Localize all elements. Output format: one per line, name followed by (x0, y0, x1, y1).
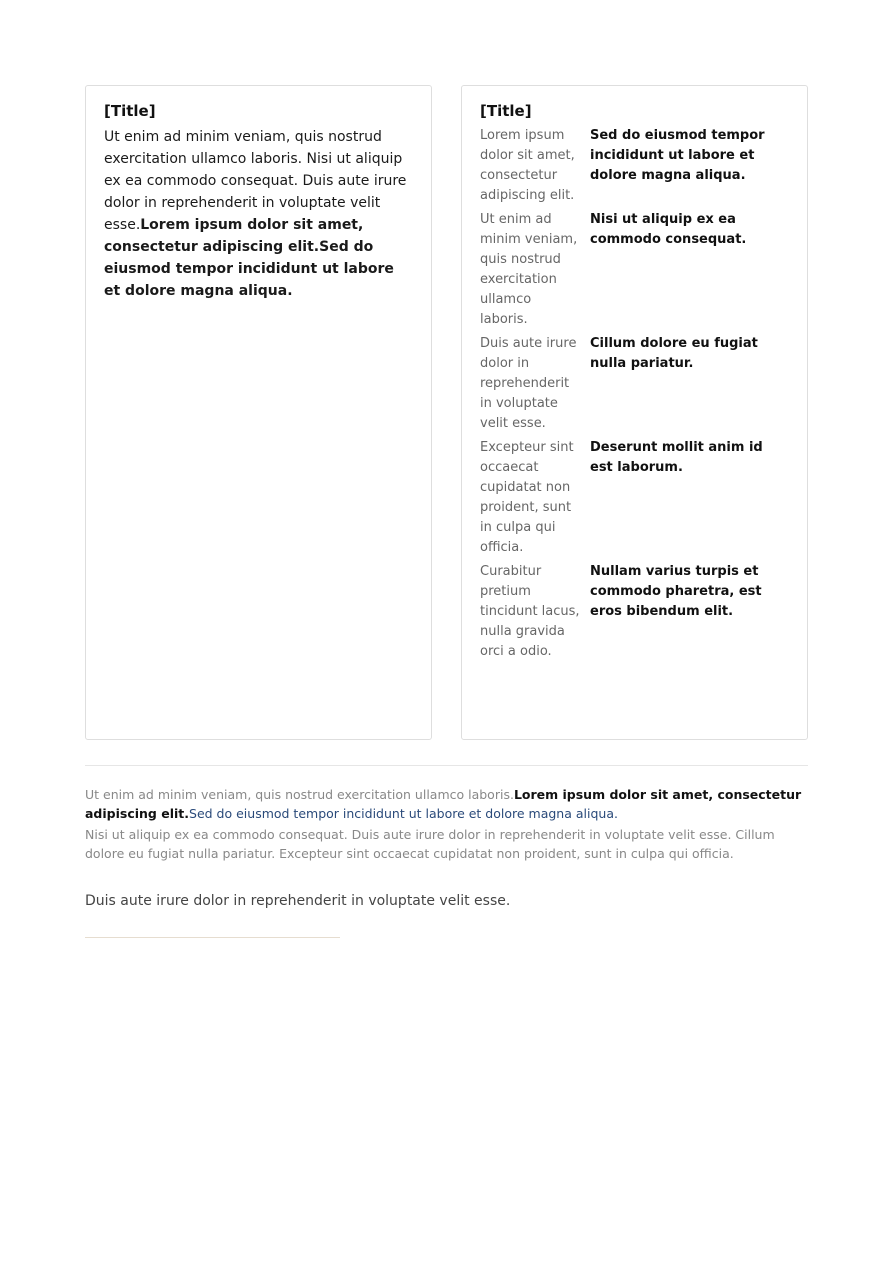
feature-heading: Nisi ut aliquip ex ea commodo consequat. (590, 212, 747, 247)
short-divider (85, 937, 340, 938)
feature-heading: Sed do eiusmod tempor incididunt ut labore et dolore magna aliqua. (590, 128, 765, 183)
feature-description: Lorem ipsum dolor sit amet, consectetur adipiscing elit. (480, 128, 575, 203)
footer-gray-text: Ut enim ad minim veniam, quis nostrud exercitation ullamco laboris. (85, 787, 514, 802)
feature-description: Excepteur sint occaecat cupidatat non proident, sunt in culpa qui officia. (480, 440, 574, 555)
feature-heading: Deserunt mollit anim id est laborum. (590, 440, 763, 475)
left-card-body (104, 126, 413, 302)
feature-row (480, 562, 789, 662)
note-text: Duis aute irure dolor in reprehenderit in voluptate velit esse. (85, 893, 511, 909)
right-card (461, 85, 808, 740)
left-card-title: [Title] (104, 102, 156, 120)
footer-blue-text: Sed do eiusmod tempor incididunt ut labore et dolore magna aliqua. (189, 805, 618, 821)
left-card-text: Ut enim ad minim veniam, quis nostrud exercitation ullamco laboris. Nisi ut aliquip ex ea commodo consequat. Duis aute irure dolor in reprehenderit in voluptate velit esse. (104, 129, 407, 233)
feature-heading: Cillum dolore eu fugiat nulla pariatur. (590, 336, 758, 371)
feature-row (480, 334, 789, 434)
left-card (85, 85, 432, 740)
footer-bold-text: Lorem ipsum dolor sit amet, consectetur adipiscing elit. (85, 787, 802, 821)
feature-row (480, 438, 789, 558)
right-card-title: [Title] (480, 102, 532, 120)
section-divider (85, 765, 808, 766)
left-card-bold-text: Lorem ipsum dolor sit amet, consectetur adipiscing elit.Sed do eiusmod tempor incididunt ut labore et dolore magna aliqua. (104, 217, 394, 299)
footer-paragraph-2: Nisi ut aliquip ex ea commodo consequat. Duis aute irure dolor in reprehenderit in voluptate velit esse. Cillum dolore eu fugiat nulla pariatur. Excepteur sint occaecat cupidatat non proident, sunt in culpa qui officia. (85, 827, 775, 861)
feature-description: Ut enim ad minim veniam, quis nostrud exercitation ullamco laboris. (480, 212, 578, 327)
footer-text-block (85, 786, 808, 863)
feature-list (480, 126, 789, 662)
feature-row (480, 126, 789, 206)
feature-heading: Nullam varius turpis et commodo pharetra, est eros bibendum elit. (590, 564, 762, 619)
feature-row (480, 210, 789, 330)
footer-paragraph-1 (85, 786, 808, 823)
feature-description: Duis aute irure dolor in reprehenderit in voluptate velit esse. (480, 336, 577, 431)
feature-description: Curabitur pretium tincidunt lacus, nulla gravida orci a odio. (480, 564, 580, 659)
